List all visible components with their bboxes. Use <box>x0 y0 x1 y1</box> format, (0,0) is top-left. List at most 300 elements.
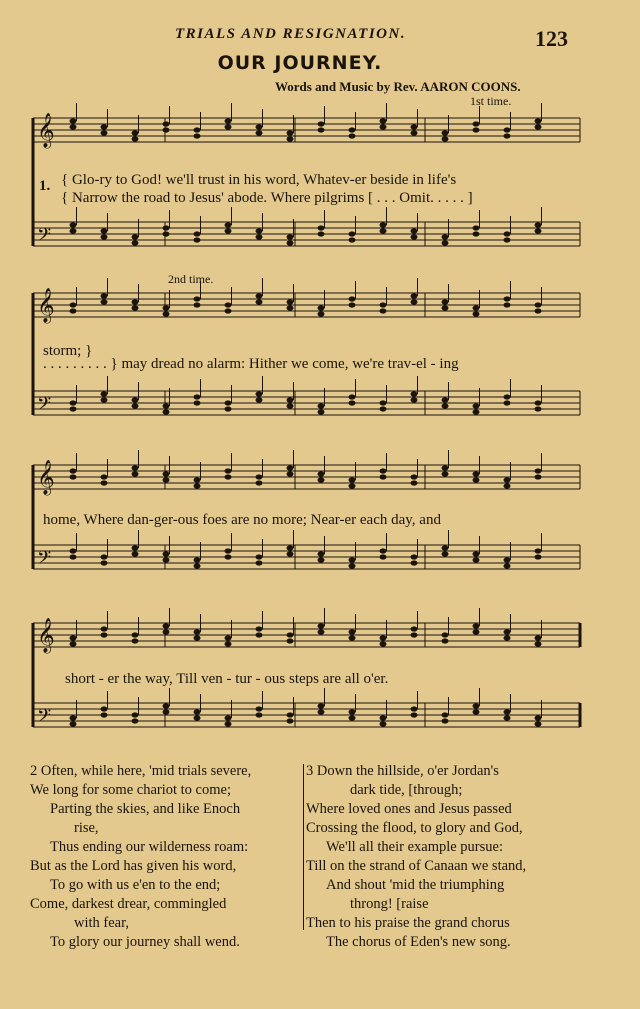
second-time-mark: 2nd time. <box>168 272 214 286</box>
verse-line: The chorus of Eden's new song. <box>326 934 511 950</box>
note-head <box>256 474 263 479</box>
note-head <box>535 635 542 640</box>
note-head <box>194 302 201 307</box>
note-head <box>163 471 170 476</box>
note-head <box>225 124 232 129</box>
note-head <box>318 225 325 230</box>
note-head <box>287 240 294 245</box>
note-head <box>349 231 356 236</box>
note-head <box>132 638 139 643</box>
first-time-mark: 1st time. <box>470 94 512 108</box>
note-head <box>349 394 356 399</box>
note-head <box>504 483 511 488</box>
note-head <box>380 406 387 411</box>
note-head <box>70 474 77 479</box>
note-head <box>411 474 418 479</box>
column-divider <box>303 764 304 930</box>
verse-line: To go with us e'en to the end; <box>50 877 221 893</box>
note-head <box>225 635 232 640</box>
note-head <box>349 133 356 138</box>
note-head <box>287 632 294 637</box>
note-head <box>101 293 108 298</box>
note-head <box>411 626 418 631</box>
note-head <box>473 629 480 634</box>
note-head <box>70 124 77 129</box>
verse-line: Come, darkest drear, commingled <box>30 896 227 912</box>
running-head: TRIALS AND RESIGNATION. <box>175 26 407 42</box>
note-head <box>504 709 511 714</box>
note-head <box>163 557 170 562</box>
note-head <box>318 557 325 562</box>
note-head <box>70 308 77 313</box>
note-head <box>132 718 139 723</box>
note-head <box>101 712 108 717</box>
note-head <box>132 305 139 310</box>
note-head <box>504 296 511 301</box>
note-head <box>163 127 170 132</box>
note-head <box>287 712 294 717</box>
note-head <box>194 237 201 242</box>
note-head <box>132 403 139 408</box>
note-head <box>473 471 480 476</box>
note-head <box>504 477 511 482</box>
note-head <box>349 709 356 714</box>
note-head <box>194 296 201 301</box>
verse-line: Crossing the flood, to glory and God, <box>306 820 523 836</box>
note-head <box>101 632 108 637</box>
note-head <box>411 234 418 239</box>
note-head <box>194 477 201 482</box>
note-head <box>349 296 356 301</box>
note-head <box>411 293 418 298</box>
note-head <box>504 133 511 138</box>
note-head <box>132 397 139 402</box>
note-head <box>101 234 108 239</box>
music-system-2 <box>25 285 580 445</box>
note-head <box>70 641 77 646</box>
note-head <box>163 409 170 414</box>
note-head <box>256 299 263 304</box>
note-head <box>287 299 294 304</box>
note-head <box>163 305 170 310</box>
note-head <box>163 629 170 634</box>
note-head <box>411 391 418 396</box>
note-head <box>256 228 263 233</box>
note-head <box>380 222 387 227</box>
note-head <box>380 474 387 479</box>
note-head <box>349 635 356 640</box>
verse-line: To glory our journey shall wend. <box>50 934 240 950</box>
note-head <box>256 293 263 298</box>
note-head <box>132 299 139 304</box>
verse-column-right <box>306 762 586 952</box>
note-head <box>256 712 263 717</box>
verse-line: Parting the skies, and like Enoch <box>50 801 241 817</box>
note-head <box>132 471 139 476</box>
verse-line: But as the Lord has given his word, <box>30 858 237 874</box>
music-system-1 <box>25 110 580 270</box>
note-head <box>504 629 511 634</box>
lyric-line: { Narrow the road to Jesus' abode. Where pilgrims [ . . . Omit. . . . . ] <box>61 190 473 206</box>
note-head <box>287 545 294 550</box>
note-head <box>163 403 170 408</box>
note-head <box>473 127 480 132</box>
note-head <box>163 477 170 482</box>
note-head <box>101 480 108 485</box>
verse-line: rise, <box>74 820 99 836</box>
music-system-3 <box>25 455 580 595</box>
note-head <box>504 715 511 720</box>
note-head <box>442 299 449 304</box>
note-head <box>411 228 418 233</box>
note-head <box>442 632 449 637</box>
note-head <box>473 709 480 714</box>
note-head <box>287 136 294 141</box>
note-head <box>101 228 108 233</box>
note-head <box>225 548 232 553</box>
note-head <box>163 551 170 556</box>
note-head <box>535 474 542 479</box>
note-head <box>225 715 232 720</box>
note-head <box>504 302 511 307</box>
note-head <box>132 545 139 550</box>
note-head <box>287 465 294 470</box>
note-head <box>132 465 139 470</box>
note-head <box>380 641 387 646</box>
note-head <box>411 480 418 485</box>
note-head <box>132 234 139 239</box>
note-head <box>535 228 542 233</box>
note-head <box>442 403 449 408</box>
note-head <box>349 302 356 307</box>
lyric-line: { Glo-ry to God! we'll trust in his word, Whatev-er beside in life's <box>61 172 457 188</box>
note-head <box>473 557 480 562</box>
note-head <box>535 548 542 553</box>
note-head <box>287 551 294 556</box>
composer-credit: Words and Music by Rev. AARON COONS. <box>275 79 521 94</box>
note-head <box>287 130 294 135</box>
note-head <box>318 477 325 482</box>
note-head <box>163 231 170 236</box>
note-head <box>349 563 356 568</box>
note-head <box>442 234 449 239</box>
note-head <box>163 623 170 628</box>
note-head <box>194 483 201 488</box>
note-head <box>256 130 263 135</box>
note-head <box>132 712 139 717</box>
lyric-line: home, Where dan-ger-ous foes are no more; Near-er each day, and <box>43 512 441 528</box>
note-head <box>411 560 418 565</box>
note-head <box>225 302 232 307</box>
bass-clef-icon: 𝄢 <box>37 548 52 573</box>
treble-clef-icon: 𝄞 <box>37 113 55 148</box>
note-head <box>163 703 170 708</box>
note-head <box>411 130 418 135</box>
note-head <box>194 557 201 562</box>
note-head <box>442 471 449 476</box>
note-head <box>163 121 170 126</box>
note-head <box>473 311 480 316</box>
note-head <box>256 706 263 711</box>
note-head <box>535 721 542 726</box>
note-head <box>411 397 418 402</box>
note-head <box>349 400 356 405</box>
note-head <box>101 626 108 631</box>
note-head <box>318 231 325 236</box>
verse-line: 2 Often, while here, 'mid trials severe, <box>30 763 252 779</box>
note-head <box>101 397 108 402</box>
note-head <box>70 222 77 227</box>
note-head <box>442 130 449 135</box>
note-head <box>225 468 232 473</box>
note-head <box>225 118 232 123</box>
note-head <box>318 403 325 408</box>
note-head <box>318 305 325 310</box>
note-head <box>504 237 511 242</box>
note-head <box>256 234 263 239</box>
note-head <box>380 715 387 720</box>
note-head <box>101 474 108 479</box>
note-head <box>132 240 139 245</box>
note-head <box>380 721 387 726</box>
note-head <box>318 709 325 714</box>
note-head <box>70 635 77 640</box>
note-head <box>318 551 325 556</box>
note-head <box>287 234 294 239</box>
note-head <box>473 225 480 230</box>
music-system-4 <box>25 615 580 755</box>
note-head <box>101 124 108 129</box>
verse-line: Thus ending our wilderness roam: <box>50 839 249 855</box>
verse-line: dark tide, [through; <box>350 782 463 798</box>
note-head <box>225 554 232 559</box>
note-head <box>473 703 480 708</box>
note-head <box>256 480 263 485</box>
note-head <box>442 551 449 556</box>
note-head <box>194 635 201 640</box>
note-head <box>225 400 232 405</box>
note-head <box>318 703 325 708</box>
note-head <box>442 545 449 550</box>
note-head <box>349 629 356 634</box>
note-head <box>380 635 387 640</box>
note-head <box>535 400 542 405</box>
note-head <box>163 311 170 316</box>
verse-column-left <box>30 762 302 952</box>
note-head <box>194 563 201 568</box>
note-head <box>194 133 201 138</box>
note-head <box>411 299 418 304</box>
treble-clef-icon: 𝄞 <box>37 618 55 653</box>
note-head <box>318 629 325 634</box>
note-head <box>194 231 201 236</box>
note-head <box>70 302 77 307</box>
note-head <box>318 121 325 126</box>
note-head <box>349 715 356 720</box>
note-head <box>504 231 511 236</box>
note-head <box>225 474 232 479</box>
lyric-line: . . . . . . . . . } may dread no alarm: Hither we come, we're trav-el - ing <box>43 356 459 372</box>
note-head <box>473 403 480 408</box>
note-head <box>411 554 418 559</box>
note-head <box>163 709 170 714</box>
verse-line: throng! [raise <box>350 896 429 912</box>
note-head <box>132 632 139 637</box>
note-head <box>380 228 387 233</box>
bass-clef-icon: 𝄢 <box>37 706 52 731</box>
note-head <box>535 118 542 123</box>
note-head <box>132 551 139 556</box>
note-head <box>535 715 542 720</box>
note-head <box>473 305 480 310</box>
note-head <box>349 127 356 132</box>
note-head <box>411 632 418 637</box>
note-head <box>70 721 77 726</box>
note-head <box>70 400 77 405</box>
note-head <box>349 237 356 242</box>
note-head <box>194 715 201 720</box>
note-head <box>473 623 480 628</box>
note-head <box>473 477 480 482</box>
note-head <box>70 554 77 559</box>
verse-line: We'll all their example pursue: <box>326 839 503 855</box>
treble-clef-icon: 𝄞 <box>37 288 55 323</box>
note-head <box>194 400 201 405</box>
note-head <box>318 409 325 414</box>
note-head <box>380 400 387 405</box>
note-head <box>504 563 511 568</box>
verse-line: with fear, <box>74 915 129 931</box>
note-head <box>349 557 356 562</box>
note-head <box>287 403 294 408</box>
note-head <box>70 548 77 553</box>
note-head <box>380 118 387 123</box>
note-head <box>225 308 232 313</box>
note-head <box>256 554 263 559</box>
note-head <box>535 641 542 646</box>
note-head <box>101 130 108 135</box>
note-head <box>256 626 263 631</box>
note-head <box>411 712 418 717</box>
note-head <box>473 551 480 556</box>
note-head <box>70 118 77 123</box>
note-head <box>132 136 139 141</box>
verse-line: Where loved ones and Jesus passed <box>306 801 512 817</box>
note-head <box>70 406 77 411</box>
verse-line: Till on the strand of Canaan we stand, <box>306 858 527 874</box>
note-head <box>442 240 449 245</box>
note-head <box>535 124 542 129</box>
note-head <box>194 629 201 634</box>
note-head <box>535 308 542 313</box>
note-head <box>380 554 387 559</box>
note-head <box>256 397 263 402</box>
note-head <box>132 130 139 135</box>
note-head <box>70 715 77 720</box>
note-head <box>504 400 511 405</box>
note-head <box>473 409 480 414</box>
note-head <box>101 299 108 304</box>
page-number: 123 <box>535 26 568 51</box>
verse-number: 1. <box>39 178 51 194</box>
note-head <box>535 468 542 473</box>
note-head <box>225 721 232 726</box>
note-head <box>504 394 511 399</box>
note-head <box>101 554 108 559</box>
note-head <box>349 477 356 482</box>
note-head <box>194 709 201 714</box>
note-head <box>535 554 542 559</box>
lyric-line: short - er the way, Till ven - tur - ous steps are all o'er. <box>65 671 389 687</box>
note-head <box>442 305 449 310</box>
bass-clef-icon: 𝄢 <box>37 225 52 250</box>
note-head <box>411 706 418 711</box>
hymn-title: OUR JOURNEY. <box>217 52 383 74</box>
note-head <box>442 465 449 470</box>
note-head <box>287 305 294 310</box>
note-head <box>380 308 387 313</box>
note-head <box>256 632 263 637</box>
note-head <box>318 311 325 316</box>
verse-line: Then to his praise the grand chorus <box>306 915 510 931</box>
note-head <box>504 635 511 640</box>
note-head <box>225 406 232 411</box>
note-head <box>349 483 356 488</box>
note-head <box>287 638 294 643</box>
note-head <box>535 302 542 307</box>
verse-line: 3 Down the hillside, o'er Jordan's <box>306 763 499 779</box>
note-head <box>411 124 418 129</box>
note-head <box>504 557 511 562</box>
note-head <box>256 391 263 396</box>
note-head <box>287 397 294 402</box>
note-head <box>101 391 108 396</box>
note-head <box>287 718 294 723</box>
note-head <box>473 231 480 236</box>
note-head <box>194 127 201 132</box>
note-head <box>380 124 387 129</box>
note-head <box>101 560 108 565</box>
note-head <box>194 394 201 399</box>
note-head <box>318 127 325 132</box>
bass-clef-icon: 𝄢 <box>37 394 52 419</box>
note-head <box>442 718 449 723</box>
treble-clef-icon: 𝄞 <box>37 460 55 495</box>
note-head <box>380 468 387 473</box>
note-head <box>318 471 325 476</box>
lyric-line: storm; } <box>43 343 93 359</box>
note-head <box>535 406 542 411</box>
note-head <box>380 548 387 553</box>
note-head <box>380 302 387 307</box>
note-head <box>256 560 263 565</box>
note-head <box>442 712 449 717</box>
note-head <box>225 228 232 233</box>
note-head <box>473 121 480 126</box>
note-head <box>535 222 542 227</box>
note-head <box>163 225 170 230</box>
verse-line: We long for some chariot to come; <box>30 782 231 798</box>
note-head <box>442 638 449 643</box>
note-head <box>504 127 511 132</box>
note-head <box>101 706 108 711</box>
verse-line: And shout 'mid the triumphing <box>326 877 505 893</box>
note-head <box>256 124 263 129</box>
note-head <box>70 228 77 233</box>
note-head <box>442 136 449 141</box>
note-head <box>225 641 232 646</box>
note-head <box>442 397 449 402</box>
